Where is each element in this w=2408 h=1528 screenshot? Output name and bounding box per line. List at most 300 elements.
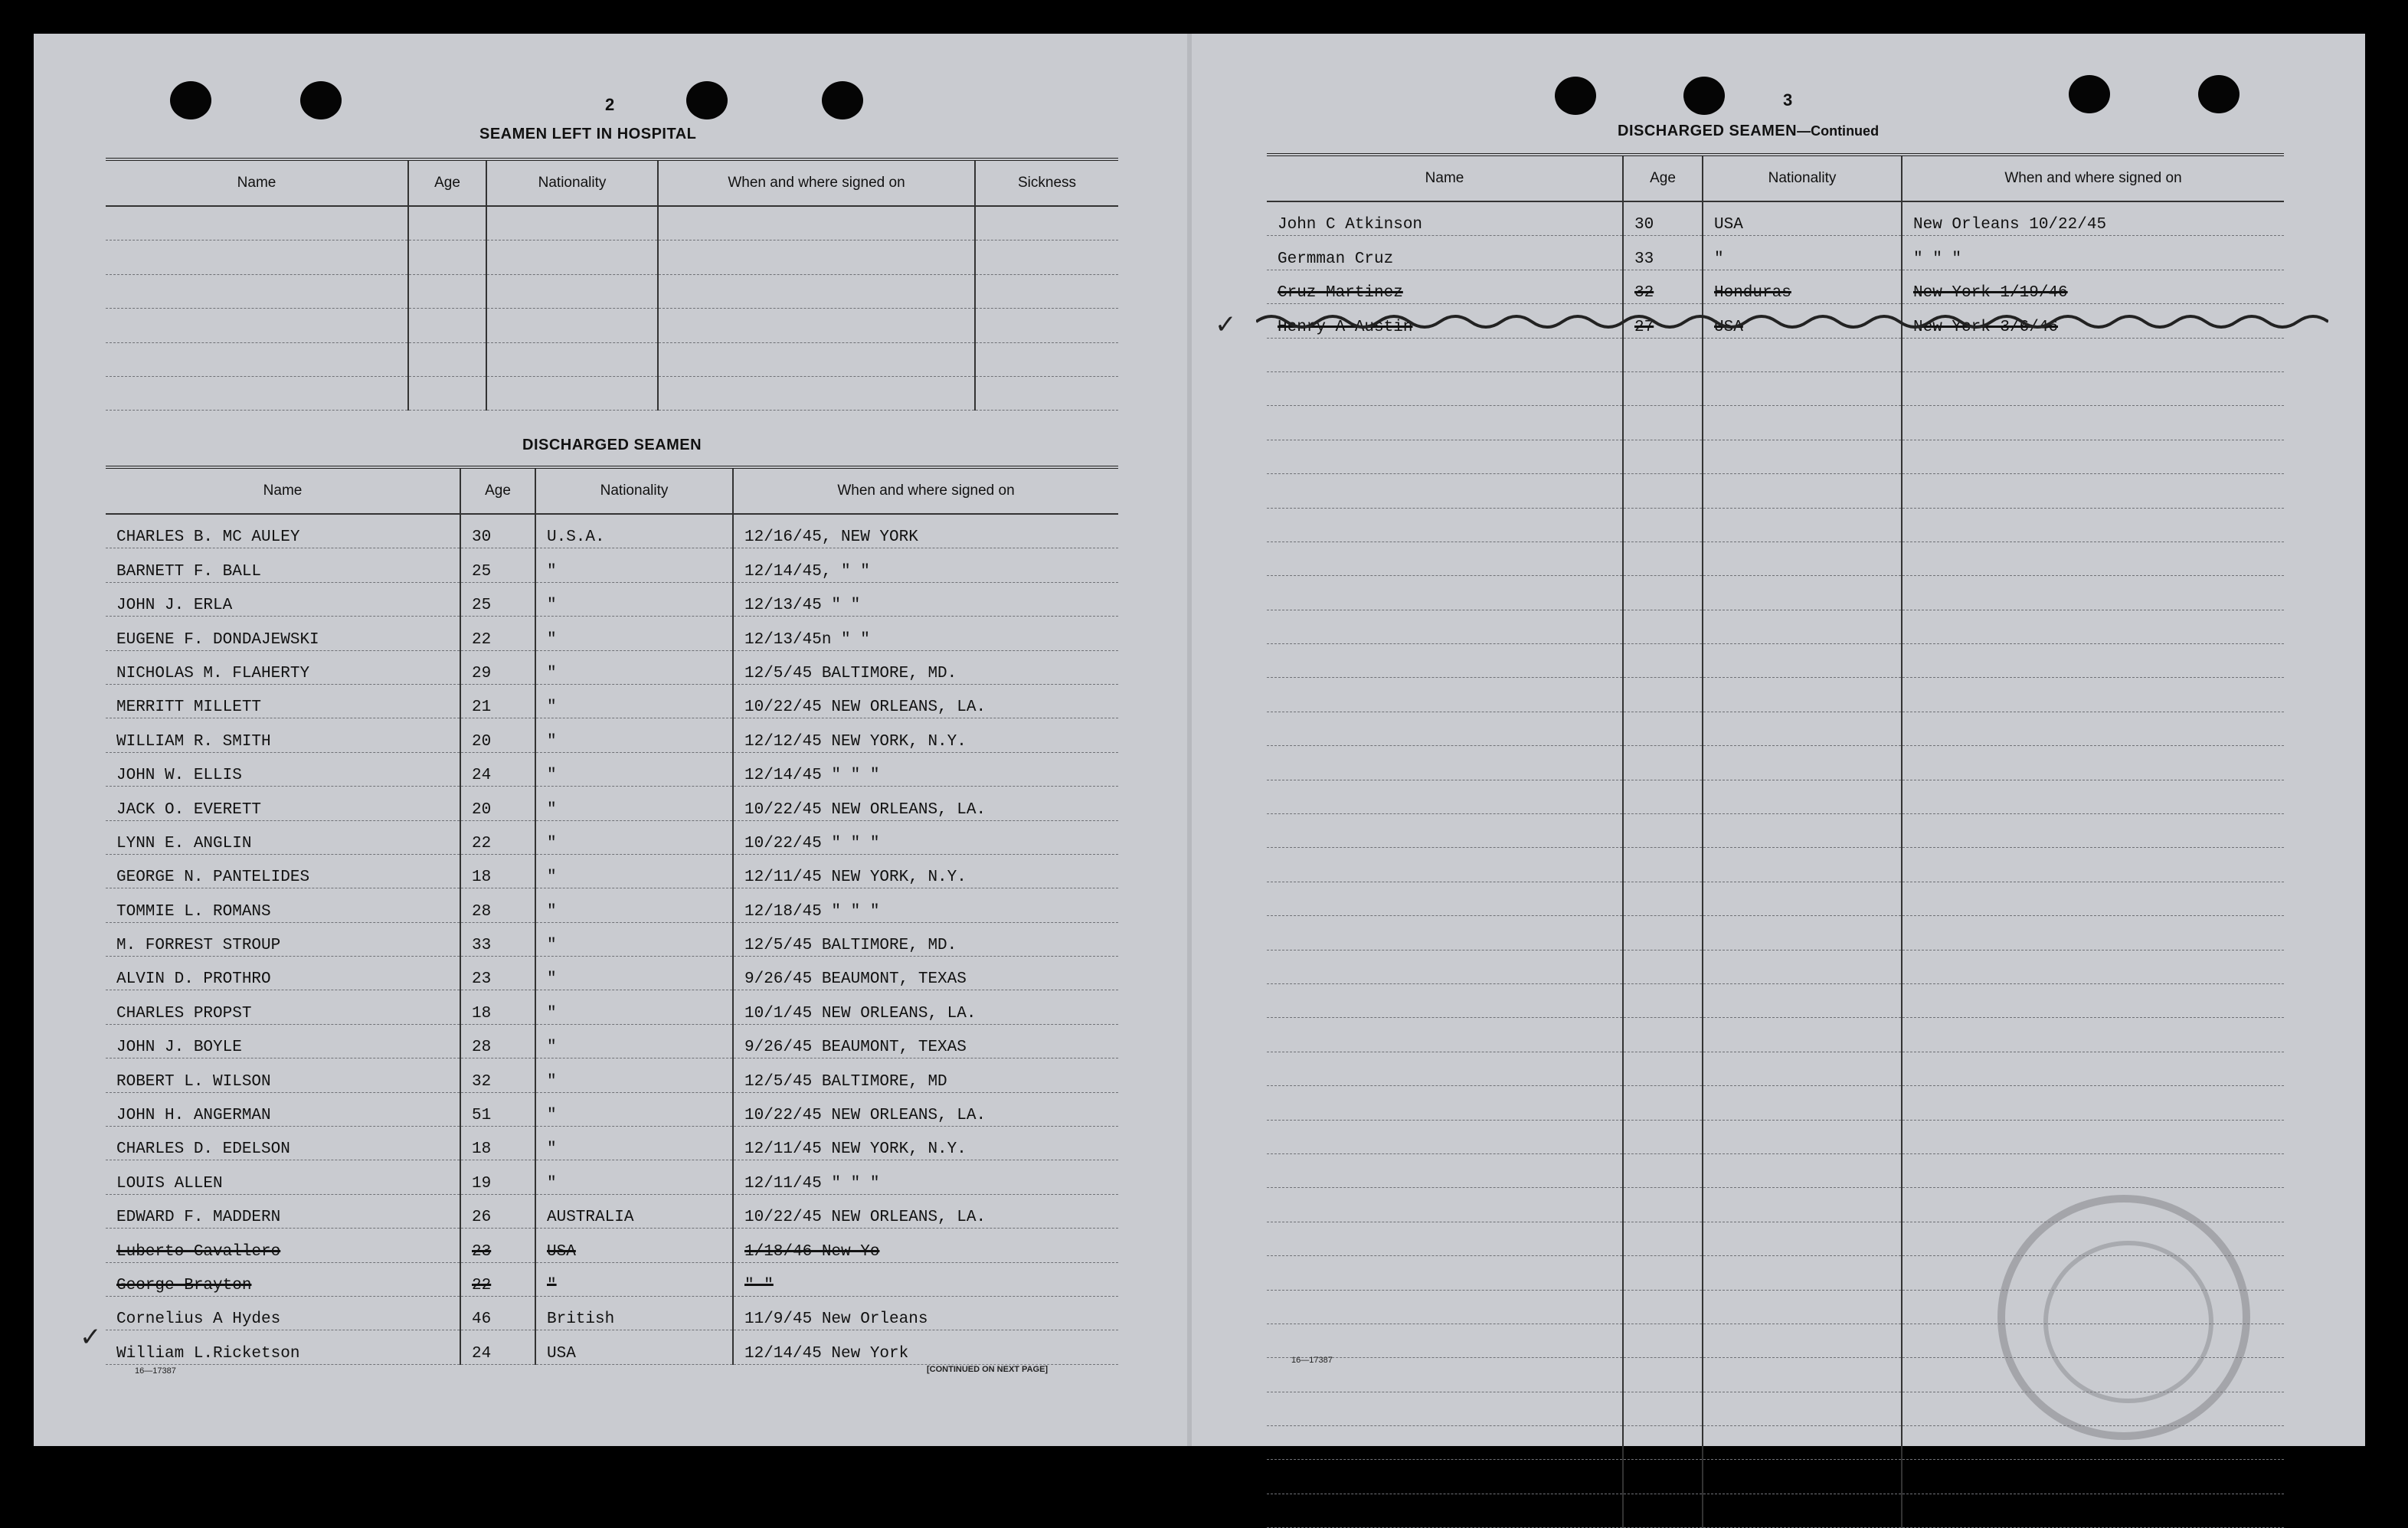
cell-name [1267,678,1623,712]
punch-hole [300,81,342,119]
table-row [106,617,1118,650]
cell-age: 20 [460,718,535,752]
cell-nationality [1703,371,1902,405]
cell-name: William L.Ricketson [106,1330,460,1364]
cell-sickness [975,376,1118,410]
table-row [106,1127,1118,1160]
cell-signed-on [1902,644,2284,678]
cell-nationality: " [535,820,733,854]
cell-nationality: " [535,990,733,1024]
cell-signed-on: New York 3/6/46 [1902,304,2284,338]
blank-row [1267,371,2284,405]
cell-signed-on [1902,371,2284,405]
cell-signed-on: 12/11/45 " " " [733,1160,1118,1194]
table-row [106,240,1118,274]
cell-name [1267,780,1623,813]
cell-name [1267,1426,1623,1460]
cell-age: 33 [1623,236,1703,270]
cell-age: 19 [460,1160,535,1194]
table-row [106,990,1118,1024]
margin-mark: ✓ [80,1322,102,1353]
cell-signed-on: 12/13/45 " " [733,582,1118,616]
cell-name [1267,1256,1623,1290]
cell-sickness [975,274,1118,308]
cell-nationality: " [535,787,733,820]
cell-name [1267,371,1623,405]
punch-hole [1555,77,1596,115]
cell-age [1623,916,1703,950]
cell-signed-on: 12/14/45 " " " [733,752,1118,786]
cell-nationality: " [535,548,733,582]
col-header-nationality: Nationality [535,467,733,514]
blank-row [1267,712,2284,745]
cell-name [1267,1222,1623,1255]
cell-age: 18 [460,990,535,1024]
cell-signed-on [1902,1460,2284,1494]
cell-name: TOMMIE L. ROMANS [106,888,460,922]
added-row [106,1296,1118,1330]
discharged-table [106,466,1118,1365]
cell-name [106,206,408,240]
cell-name [1267,1494,1623,1527]
cell-nationality: " [535,718,733,752]
cell-age: 23 [460,957,535,990]
cell-signed-on: 12/18/45 " " " [733,888,1118,922]
cell-nationality [486,376,658,410]
cell-nationality [1703,983,1902,1017]
cell-signed-on [1902,1494,2284,1527]
cell-nationality [486,206,658,240]
col-header-signed-on: When and where signed on [658,159,975,206]
punch-hole [822,81,863,119]
col-header-age: Age [1623,155,1703,201]
table-row [106,1058,1118,1092]
cell-age [1623,1460,1703,1494]
table-row [1267,201,2284,236]
cell-age [1623,1358,1703,1392]
discharged-continued-title [1618,123,1879,140]
cell-name [1267,576,1623,610]
punch-hole [2069,75,2110,113]
cell-nationality: " [535,1092,733,1126]
cell-name: CHARLES B. MC AULEY [106,514,460,548]
cell-signed-on: 12/5/45 BALTIMORE, MD [733,1058,1118,1092]
cell-name: Germman Cruz [1267,236,1623,270]
col-header-name: Name [1267,155,1623,201]
cell-nationality [1703,338,1902,371]
cell-nationality [1703,1460,1902,1494]
cell-name [106,240,408,274]
cell-age [1623,338,1703,371]
cell-signed-on [658,240,975,274]
cell-signed-on: New York 1/19/46 [1902,270,2284,303]
cell-nationality [1703,1392,1902,1425]
col-header-name: Name [106,159,408,206]
cell-age [1623,644,1703,678]
cell-name: LYNN E. ANGLIN [106,820,460,854]
cell-name [1267,406,1623,440]
section-title-suffix: —Continued [1797,123,1880,139]
table-row [106,718,1118,752]
cell-age: 24 [460,1330,535,1364]
cell-signed-on [1902,542,2284,575]
cell-nationality: " [535,957,733,990]
cell-signed-on: 10/22/45 NEW ORLEANS, LA. [733,787,1118,820]
cell-age [1623,1290,1703,1324]
cell-signed-on [658,376,975,410]
cell-age [1623,1188,1703,1222]
cell-age: 30 [460,514,535,548]
table-row [106,582,1118,616]
cell-age: 22 [460,820,535,854]
cell-age [1623,474,1703,508]
blank-row [1267,814,2284,848]
cell-name [1267,1153,1623,1187]
cell-name [1267,746,1623,780]
cell-age [1623,1018,1703,1052]
cell-name [1267,1120,1623,1153]
cell-signed-on [658,274,975,308]
blank-row [1267,610,2284,643]
cell-nationality: " [535,582,733,616]
cell-signed-on: 11/9/45 New Orleans [733,1296,1118,1330]
cell-age [1623,678,1703,712]
cell-age [1623,746,1703,780]
cell-name: CHARLES PROPST [106,990,460,1024]
cell-signed-on [1902,1052,2284,1085]
cell-name: Cornelius A Hydes [106,1296,460,1330]
section-title: DISCHARGED SEAMEN [1618,123,1798,139]
cell-signed-on [658,309,975,342]
cell-age: 32 [1623,270,1703,303]
cell-nationality: " [535,752,733,786]
blank-row [1267,678,2284,712]
page-number: 3 [1783,90,1793,110]
cell-name [1267,644,1623,678]
blank-row [1267,882,2284,915]
hospital-table [106,158,1118,411]
cell-name: MERRITT MILLETT [106,684,460,718]
cell-name: ROBERT L. WILSON [106,1058,460,1092]
cell-name [1267,508,1623,542]
cell-nationality [1703,610,1902,643]
table-row [106,1194,1118,1228]
cell-nationality: " [535,1024,733,1058]
cell-name [1267,1188,1623,1222]
cell-signed-on [1902,950,2284,983]
struck-row [106,1262,1118,1296]
cell-name [106,274,408,308]
blank-row [1267,916,2284,950]
blank-row [1267,983,2284,1017]
cell-age [1623,576,1703,610]
cell-name: Luberto Cavallero [106,1229,460,1262]
blank-row [1267,1086,2284,1120]
cell-signed-on: 10/22/45 NEW ORLEANS, LA. [733,1194,1118,1228]
cell-nationality [1703,1256,1902,1290]
punch-hole [1683,77,1725,115]
cell-nationality: USA [1703,201,1902,236]
cell-sickness [975,240,1118,274]
cell-age [1623,1324,1703,1357]
cell-signed-on [1902,338,2284,371]
table-row [106,514,1118,548]
cell-nationality [1703,882,1902,915]
cell-name [1267,814,1623,848]
cell-name [1267,1460,1623,1494]
table-row [106,206,1118,240]
blank-row [1267,1460,2284,1494]
cell-age [1623,848,1703,882]
cell-age: 32 [460,1058,535,1092]
cell-signed-on: 12/5/45 BALTIMORE, MD. [733,922,1118,956]
discharged-section-title: DISCHARGED SEAMEN [522,437,702,453]
cell-name [1267,712,1623,745]
cell-nationality: " [1703,236,1902,270]
cell-signed-on [1902,848,2284,882]
cell-nationality: " [535,1127,733,1160]
cell-signed-on [1902,916,2284,950]
blank-row [1267,1052,2284,1085]
cell-nationality: " [535,684,733,718]
cell-age: 21 [460,684,535,718]
cell-signed-on [1902,508,2284,542]
cell-name: CHARLES D. EDELSON [106,1127,460,1160]
cell-nationality [1703,1222,1902,1255]
cell-signed-on: 12/11/45 NEW YORK, N.Y. [733,1127,1118,1160]
cell-age [408,342,486,376]
cell-age [1623,508,1703,542]
blank-row [1267,338,2284,371]
wavy-strike-line [1256,306,2328,337]
cell-age [408,240,486,274]
cell-nationality: " [535,1262,733,1296]
cell-signed-on: 9/26/45 BEAUMONT, TEXAS [733,957,1118,990]
cell-nationality: " [535,1058,733,1092]
blank-row [1267,576,2284,610]
cell-age [1623,1392,1703,1425]
blank-row [1267,950,2284,983]
cell-signed-on: 10/22/45 NEW ORLEANS, LA. [733,684,1118,718]
cell-nationality [1703,950,1902,983]
cell-name [1267,983,1623,1017]
cell-signed-on [1902,678,2284,712]
cell-signed-on [1902,983,2284,1017]
cell-signed-on [1902,1086,2284,1120]
form-number: 16—17387 [1291,1356,1333,1365]
col-header-nationality: Nationality [486,159,658,206]
cell-nationality [1703,1426,1902,1460]
cell-signed-on: 12/12/45 NEW YORK, N.Y. [733,718,1118,752]
cell-signed-on: New Orleans 10/22/45 [1902,201,2284,236]
cell-signed-on [1902,474,2284,508]
cell-name [1267,542,1623,575]
blank-row [1267,644,2284,678]
col-header-nationality: Nationality [1703,155,1902,201]
cell-nationality [1703,644,1902,678]
cell-signed-on [1902,746,2284,780]
punch-hole [686,81,728,119]
cell-signed-on [1902,1018,2284,1052]
table-row [106,1024,1118,1058]
cell-age [1623,610,1703,643]
table-row [106,1160,1118,1194]
cell-signed-on [1902,1120,2284,1153]
cell-nationality [1703,1052,1902,1085]
table-row [106,787,1118,820]
blank-row [1267,1494,2284,1527]
blank-row [1267,848,2284,882]
cell-name: Henry A Austin [1267,304,1623,338]
cell-age [1623,1222,1703,1255]
cell-age [1623,814,1703,848]
cell-nationality [1703,440,1902,473]
table-row [106,922,1118,956]
cell-signed-on [1902,1153,2284,1187]
col-header-name: Name [106,467,460,514]
table-row [106,274,1118,308]
blank-row [1267,542,2284,575]
cell-sickness [975,206,1118,240]
cell-sickness [975,342,1118,376]
cell-age [1623,440,1703,473]
cell-name: NICHOLAS M. FLAHERTY [106,650,460,684]
cell-age: 20 [460,787,535,820]
cell-name: LOUIS ALLEN [106,1160,460,1194]
cell-nationality [1703,406,1902,440]
form-number: 16—17387 [135,1366,176,1376]
cell-name [1267,950,1623,983]
blank-row [1267,440,2284,473]
hospital-section-title: SEAMEN LEFT IN HOSPITAL [479,126,697,142]
margin-mark: ✓ [1215,309,1237,340]
cell-signed-on: 12/11/45 NEW YORK, N.Y. [733,854,1118,888]
blank-row [1267,406,2284,440]
cell-nationality [1703,474,1902,508]
cell-name: M. FORREST STROUP [106,922,460,956]
cell-signed-on: 10/22/45 " " " [733,820,1118,854]
cell-name [1267,474,1623,508]
cell-signed-on: " " " [1902,236,2284,270]
cell-name: JOHN J. BOYLE [106,1024,460,1058]
cell-age [1623,371,1703,405]
cell-nationality [1703,746,1902,780]
cell-signed-on [1902,712,2284,745]
cell-signed-on: 10/22/45 NEW ORLEANS, LA. [733,1092,1118,1126]
continued-note: [CONTINUED ON NEXT PAGE] [927,1365,1049,1374]
table-row [106,309,1118,342]
cell-age: 23 [460,1229,535,1262]
cell-age: 28 [460,1024,535,1058]
cell-signed-on [1902,780,2284,813]
cell-nationality: British [535,1296,733,1330]
table-row [106,342,1118,376]
cell-nationality [1703,1086,1902,1120]
cell-age [1623,1494,1703,1527]
cell-name [1267,440,1623,473]
cell-name [1267,848,1623,882]
cell-age [1623,780,1703,813]
cell-nationality: USA [535,1229,733,1262]
blank-row [1267,780,2284,813]
table-row [106,854,1118,888]
cell-signed-on [1902,814,2284,848]
cell-age: 33 [460,922,535,956]
cell-signed-on: 1/18/46 New Yo [733,1229,1118,1262]
table-row [106,957,1118,990]
cell-age [1623,1086,1703,1120]
cell-age [1623,542,1703,575]
cell-signed-on: 12/13/45n " " [733,617,1118,650]
cell-signed-on: 10/1/45 NEW ORLEANS, LA. [733,990,1118,1024]
cell-age [1623,1426,1703,1460]
cell-age [1623,1256,1703,1290]
cell-name: WILLIAM R. SMITH [106,718,460,752]
cell-age [1623,1052,1703,1085]
table-row [106,548,1118,582]
cell-age [1623,950,1703,983]
cell-nationality [1703,1324,1902,1357]
cell-nationality [1703,1120,1902,1153]
cell-nationality: USA [535,1330,733,1364]
blank-row [1267,1153,2284,1187]
cell-name: JOHN J. ERLA [106,582,460,616]
cell-age [408,206,486,240]
cell-signed-on [1902,440,2284,473]
added-row [106,1330,1118,1364]
cell-signed-on [1902,610,2284,643]
punch-hole [170,81,211,119]
blank-row [1267,474,2284,508]
cell-signed-on: 12/16/45, NEW YORK [733,514,1118,548]
cell-age: 29 [460,650,535,684]
cell-name [1267,338,1623,371]
cell-age [408,274,486,308]
blank-row [1267,1018,2284,1052]
punch-hole [2198,75,2240,113]
cell-signed-on [1902,406,2284,440]
cell-nationality: U.S.A. [535,514,733,548]
cell-name: Cruz Martinez [1267,270,1623,303]
cell-age: 27 [1623,304,1703,338]
cell-age: 51 [460,1092,535,1126]
cell-signed-on: 9/26/45 BEAUMONT, TEXAS [733,1024,1118,1058]
cell-nationality [1703,1153,1902,1187]
table-row [106,888,1118,922]
cell-nationality [1703,1290,1902,1324]
cell-nationality [486,274,658,308]
cell-age [1623,712,1703,745]
cell-age [1623,983,1703,1017]
cell-nationality [1703,678,1902,712]
cell-signed-on: 12/14/45 New York [733,1330,1118,1364]
table-row [106,650,1118,684]
cell-nationality [1703,1358,1902,1392]
blank-row [1267,746,2284,780]
cell-nationality: USA [1703,304,1902,338]
cell-nationality [1703,1018,1902,1052]
cell-signed-on: 12/14/45, " " [733,548,1118,582]
cell-name: ALVIN D. PROTHRO [106,957,460,990]
col-header-age: Age [460,467,535,514]
cell-age: 24 [460,752,535,786]
cell-age: 28 [460,888,535,922]
cell-age: 18 [460,854,535,888]
cell-name: John C Atkinson [1267,201,1623,236]
cell-name: JOHN H. ANGERMAN [106,1092,460,1126]
col-header-sickness: Sickness [975,159,1118,206]
cell-name [1267,1324,1623,1357]
